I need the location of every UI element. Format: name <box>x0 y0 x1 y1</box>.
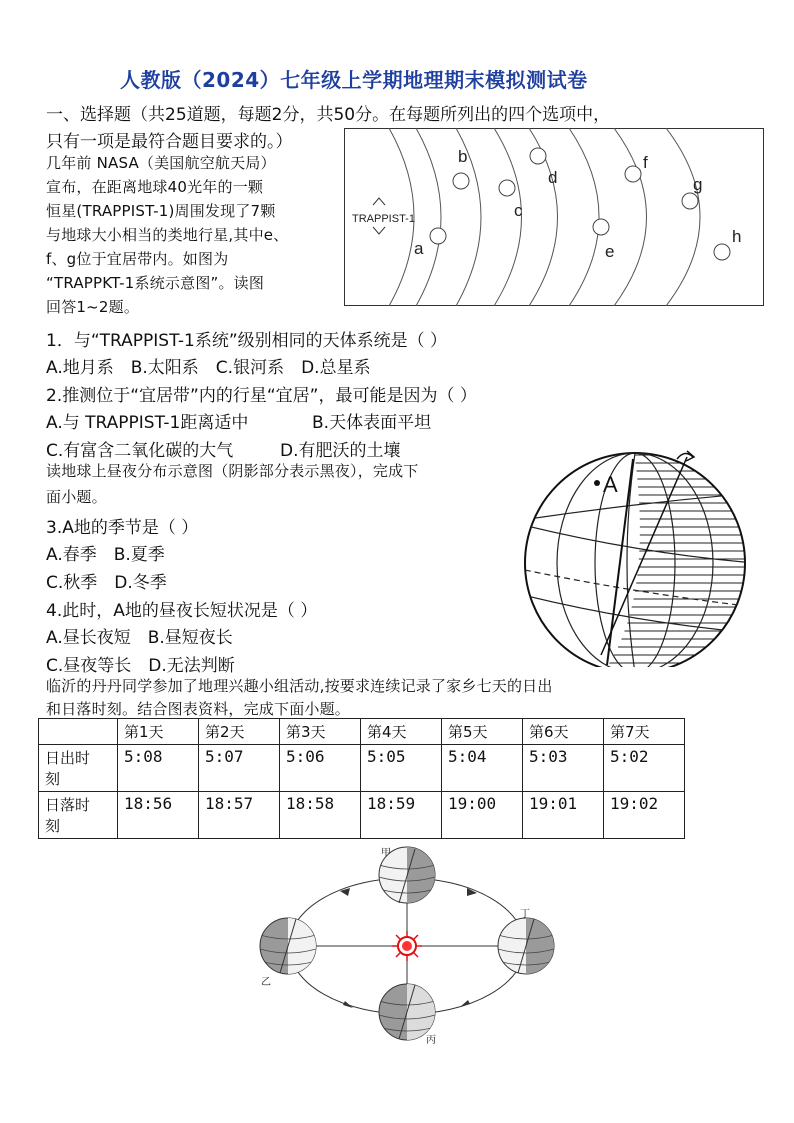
intro-1-line-7: 回答1~2题。 <box>46 298 140 316</box>
row-label-line: 日落时 <box>45 796 91 814</box>
planet-c-circle <box>499 180 515 196</box>
table-header-cell: 第2天 <box>199 719 280 745</box>
question-2-option-c: C.有富含二氧化碳的大气 <box>46 441 234 461</box>
table-header-cell: 第5天 <box>442 719 523 745</box>
table-cell: 19:00 <box>442 792 523 839</box>
planet-label-d: d <box>548 168 558 187</box>
row-label-line: 日出时 <box>45 749 91 767</box>
point-a-label: A <box>603 472 618 497</box>
table-row <box>39 792 685 839</box>
table-cell: 5:08 <box>118 745 199 792</box>
trappist-system-diagram <box>344 128 764 306</box>
question-3-stem: 3.A地的季节是（ ） <box>46 518 199 538</box>
table-header-cell: 第1天 <box>118 719 199 745</box>
intro-1-line-5: f、g位于宜居带内。如图为 <box>46 250 229 268</box>
position-label-ding: 丁 <box>520 909 530 920</box>
planet-a-circle <box>430 228 446 244</box>
row-label-sunset <box>39 792 118 839</box>
section-header-line-2: 只有一项是最符合题目要求的。） <box>46 132 293 152</box>
star-label: TRAPPIST-1 <box>352 213 415 225</box>
position-label-bing: 丙 <box>426 1035 436 1045</box>
planet-d-circle <box>530 148 546 164</box>
position-label-yi: 乙 <box>261 977 271 988</box>
planet-f-circle <box>625 166 641 182</box>
intro-3-line-2: 和日落时刻。结合图表资料，完成下面小题。 <box>46 700 351 718</box>
table-header-cell: 第6天 <box>523 719 604 745</box>
planet-label-c: c <box>514 201 523 220</box>
question-2-option-a: A.与 TRAPPIST-1距离适中 <box>46 413 249 433</box>
intro-1-line-2: 宣布，在距离地球40光年的一颗 <box>46 178 264 196</box>
intro-2-line-1: 读地球上昼夜分布示意图（阴影部分表示黑夜），完成下 <box>46 462 419 480</box>
table-header-cell: 第4天 <box>361 719 442 745</box>
day-night-globe-diagram <box>515 443 755 667</box>
table-cell: 18:58 <box>280 792 361 839</box>
sunrise-sunset-table <box>38 718 685 839</box>
intro-1-line-1: 几年前 NASA（美国航空航天局） <box>46 154 276 172</box>
table-cell: 19:02 <box>604 792 685 839</box>
question-1-options: A.地月系 B.太阳系 C.银河系 D.总星系 <box>46 358 371 378</box>
intro-1-line-3: 恒星(TRAPPIST-1)周围发现了7颗 <box>46 202 276 220</box>
earth-orbit-diagram <box>255 845 560 1045</box>
table-cell: 18:57 <box>199 792 280 839</box>
planet-label-b: b <box>458 147 468 166</box>
planet-h-circle <box>714 244 730 260</box>
table-cell: 5:02 <box>604 745 685 792</box>
table-cell: 5:04 <box>442 745 523 792</box>
planet-b-circle <box>453 173 469 189</box>
planet-label-h: h <box>732 227 742 246</box>
table-cell: 18:59 <box>361 792 442 839</box>
row-label-sunrise <box>39 745 118 792</box>
table-header-cell: 第3天 <box>280 719 361 745</box>
question-1-stem: 1．与“TRAPPIST-1系统”级别相同的天体系统是（ ） <box>46 331 448 351</box>
table-header-cell: 第7天 <box>604 719 685 745</box>
planet-label-a: a <box>414 239 424 258</box>
planet-g-circle <box>682 193 698 209</box>
section-header-line-1: 一、选择题（共25道题，每题2分，共50分。在每题所列出的四个选项中， <box>46 105 611 125</box>
row-label-line: 刻 <box>45 770 61 788</box>
table-row <box>39 745 685 792</box>
question-4-options-ab: A.昼长夜短 B.昼短夜长 <box>46 628 233 648</box>
question-2-stem: 2.推测位于“宜居带”内的行星“宜居”，最可能是因为（ ） <box>46 386 477 406</box>
table-cell: 19:01 <box>523 792 604 839</box>
planet-label-e: e <box>605 242 615 261</box>
planet-label-g: g <box>693 175 703 194</box>
row-label-line: 刻 <box>45 817 61 835</box>
question-2-option-b: B.天体表面平坦 <box>312 413 432 433</box>
table-cell: 5:07 <box>199 745 280 792</box>
intro-2-line-2: 面小题。 <box>46 488 107 506</box>
table-cell: 18:56 <box>118 792 199 839</box>
table-cell: 5:03 <box>523 745 604 792</box>
page-title: 人教版（2024）七年级上学期地理期末模拟测试卷 <box>120 68 588 92</box>
table-cell: 5:06 <box>280 745 361 792</box>
question-3-options-ab: A.春季 B.夏季 <box>46 545 165 565</box>
question-2-option-d: D.有肥沃的土壤 <box>280 441 401 461</box>
question-4-options-cd: C.昼夜等长 D.无法判断 <box>46 656 235 676</box>
question-4-stem: 4.此时，A地的昼夜长短状况是（ ） <box>46 601 318 621</box>
position-label-jia: 甲 <box>381 848 391 859</box>
question-3-options-cd: C.秋季 D.冬季 <box>46 573 167 593</box>
intro-3-line-1: 临沂的丹丹同学参加了地理兴趣小组活动,按要求连续记录了家乡七天的日出 <box>46 677 553 695</box>
intro-1-line-6: “TRAPPKT-1系统示意图”。读图 <box>46 274 265 292</box>
planet-label-f: f <box>643 153 648 172</box>
planet-e-circle <box>593 219 609 235</box>
table-cell: 5:05 <box>361 745 442 792</box>
table-header-cell <box>39 719 118 745</box>
table-header-row <box>39 719 685 745</box>
intro-1-line-4: 与地球大小相当的类地行星,其中e、 <box>46 226 289 244</box>
